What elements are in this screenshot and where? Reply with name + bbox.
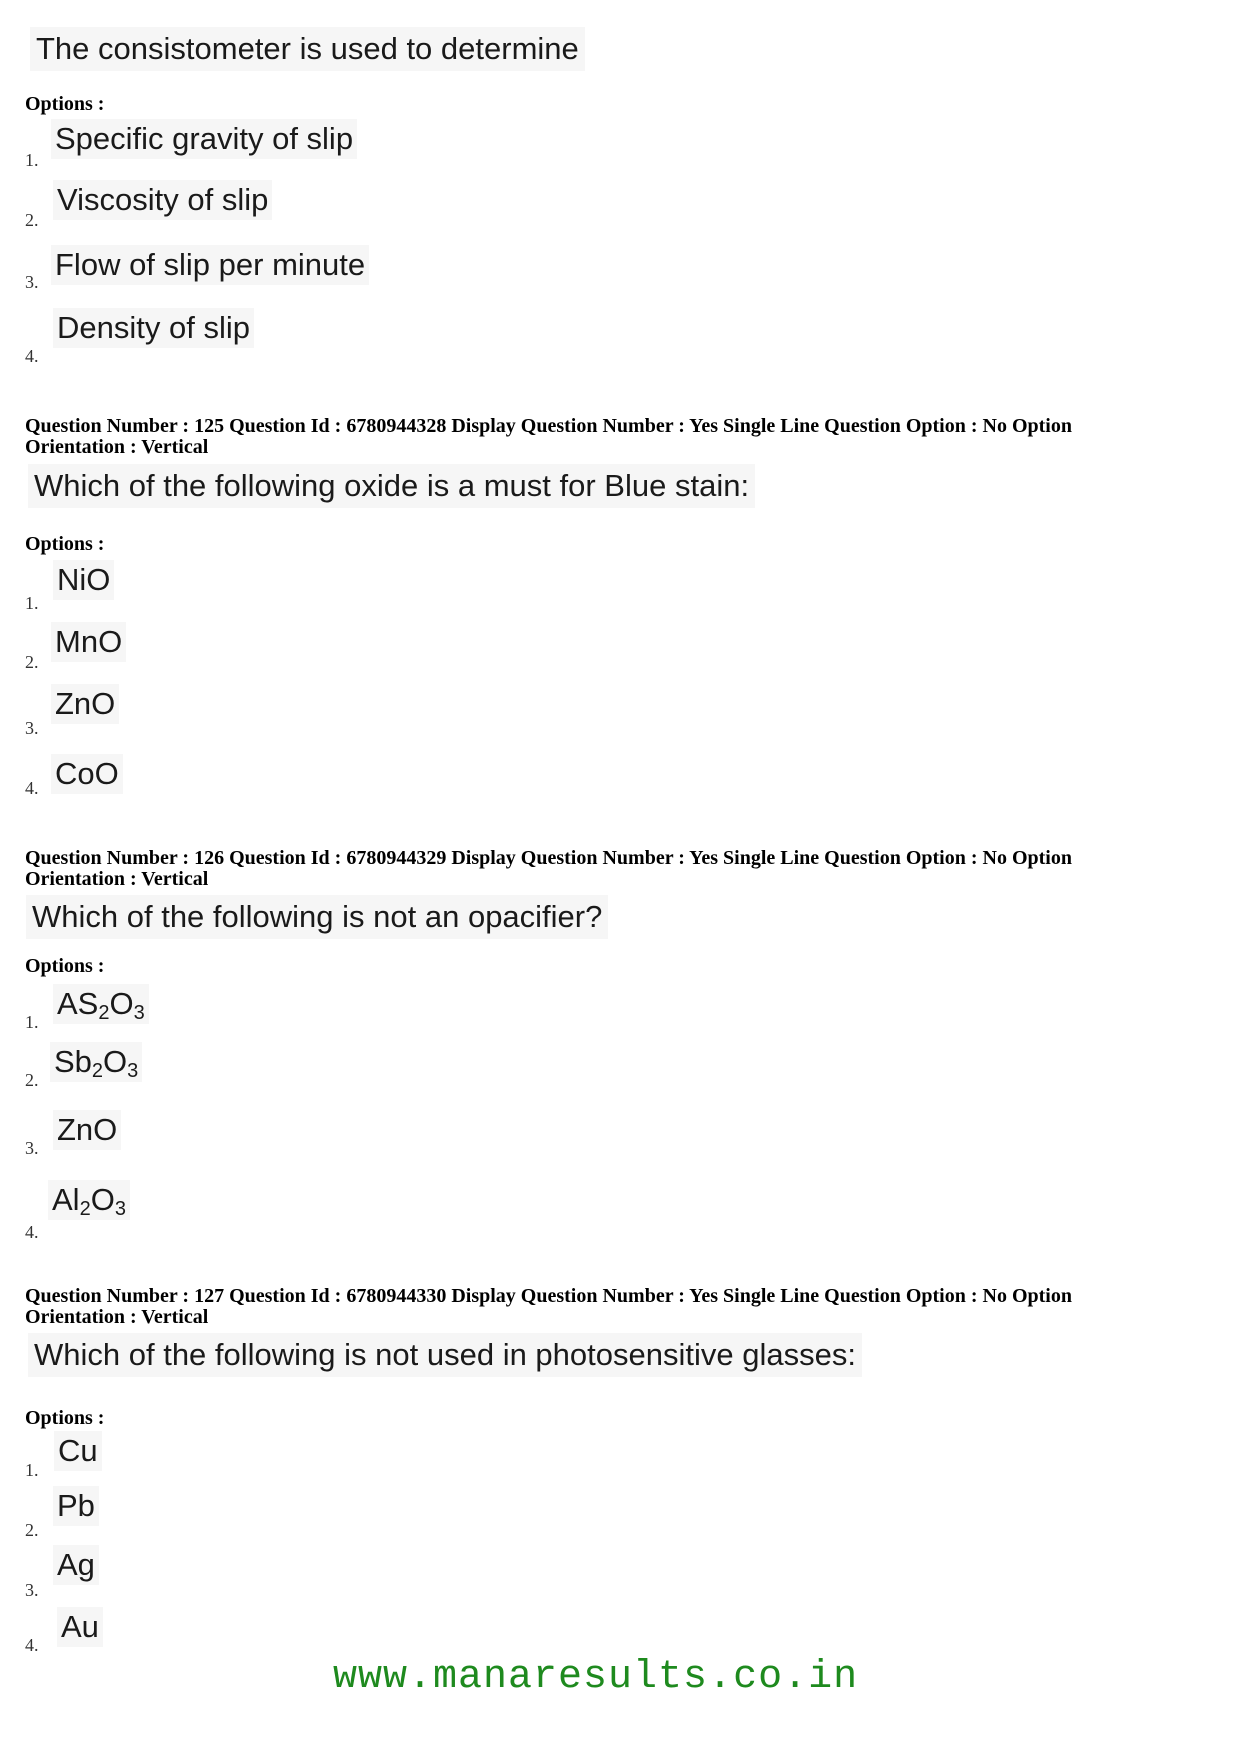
option-number: 4.: [25, 1222, 39, 1242]
question-meta: [25, 1286, 1160, 1328]
option-number: 2.: [25, 1070, 39, 1090]
options-label: Options :: [25, 1407, 105, 1429]
option-text: Specific gravity of slip: [51, 119, 357, 159]
option-text: Pb: [53, 1486, 99, 1526]
option-number: 2.: [25, 652, 39, 672]
option-number: 1.: [25, 1460, 39, 1480]
option-number: 3.: [25, 1138, 39, 1158]
question-meta-line: Question Number : 127 Question Id : 6780944330 Display Question Number : Yes Single Line Question Option : No Option: [25, 1285, 1072, 1307]
question-text: Which of the following is not used in photosensitive glasses:: [28, 1333, 862, 1377]
option-formula: $AS_2O_3$: [53, 984, 149, 1024]
options-label: Options :: [25, 93, 105, 115]
option-formula: $Sb_2O_3$: [50, 1042, 142, 1082]
question-meta-line: Orientation : Vertical: [25, 436, 209, 458]
option-text: Density of slip: [53, 308, 254, 348]
question-text: The consistometer is used to determine: [30, 27, 585, 71]
options-label: Options :: [25, 955, 105, 977]
footer-website-link[interactable]: www.manaresults.co.in: [333, 1655, 859, 1700]
option-number: 2.: [25, 210, 39, 230]
option-formula: $Al_2O_3$: [48, 1180, 130, 1220]
option-number: 2.: [25, 1520, 39, 1540]
option-number: 4.: [25, 1635, 39, 1655]
option-number: 1.: [25, 150, 39, 170]
option-text: ZnO: [51, 684, 119, 724]
option-text: Cu: [54, 1431, 102, 1471]
option-number: 1.: [25, 593, 39, 613]
option-number: 3.: [25, 1580, 39, 1600]
question-meta-line: Orientation : Vertical: [25, 868, 209, 890]
question-meta: [25, 848, 1160, 890]
option-text: Flow of slip per minute: [51, 245, 369, 285]
option-text: Au: [57, 1607, 103, 1647]
option-text: MnO: [51, 622, 126, 662]
question-text: Which of the following oxide is a must for Blue stain:: [28, 464, 755, 508]
option-text: NiO: [53, 560, 114, 600]
option-text: ZnO: [53, 1110, 121, 1150]
option-number: 1.: [25, 1012, 39, 1032]
option-text: CoO: [51, 754, 123, 794]
question-meta-line: Question Number : 126 Question Id : 6780944329 Display Question Number : Yes Single Line Question Option : No Option: [25, 847, 1072, 869]
options-label: Options :: [25, 533, 105, 555]
question-meta: [25, 416, 1160, 458]
option-number: 3.: [25, 718, 39, 738]
question-meta-line: Orientation : Vertical: [25, 1306, 209, 1328]
question-text: Which of the following is not an opacifier?: [26, 895, 608, 939]
option-text: Viscosity of slip: [53, 180, 272, 220]
question-meta-line: Question Number : 125 Question Id : 6780944328 Display Question Number : Yes Single Line Question Option : No Option: [25, 415, 1072, 437]
option-number: 3.: [25, 272, 39, 292]
option-number: 4.: [25, 346, 39, 366]
option-number: 4.: [25, 778, 39, 798]
option-text: Ag: [53, 1545, 99, 1585]
